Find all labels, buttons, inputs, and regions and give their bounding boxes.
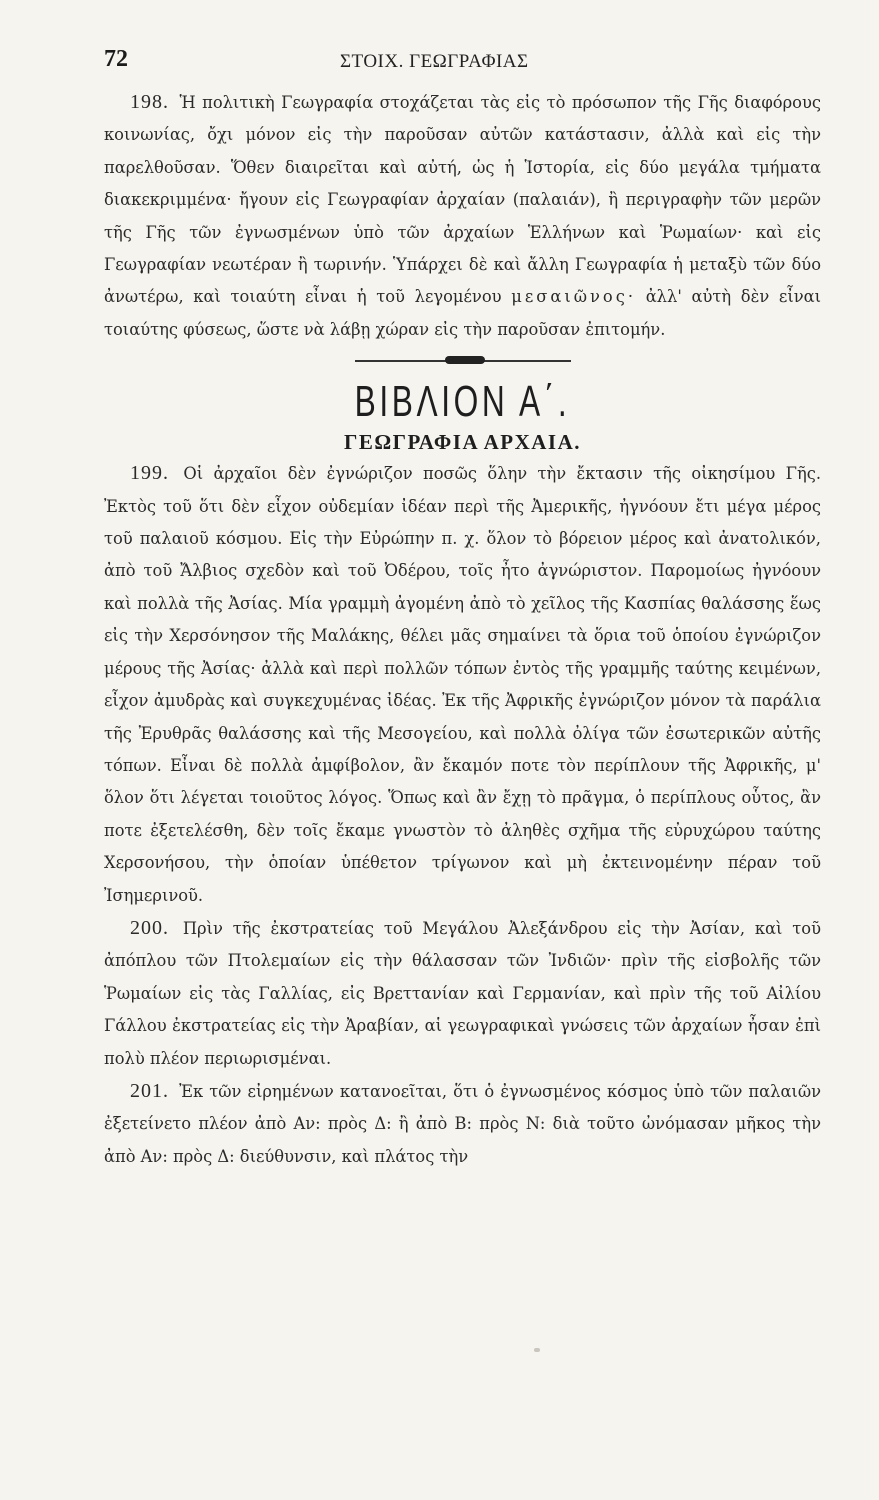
divider-ornament <box>445 356 485 364</box>
section-number: 199. <box>130 462 169 485</box>
section-number: 200. <box>130 916 169 939</box>
section-199 <box>104 457 821 912</box>
section-number: 201. <box>130 1079 169 1102</box>
section-number: 198. <box>130 91 169 113</box>
section-text-continued: ἀλλ' αὐτὴ δὲν εἶναι τοιαύτης φύσεως, ὥστε νὰ λάβῃ χώραν εἰς τὴν παροῦσαν ἐπιτομήν. <box>104 287 822 339</box>
running-title: ΣΤΟΙΧ. ΓΕΩΓΡΑΦΙΑΣ <box>340 51 529 72</box>
paper-smudge <box>534 1348 540 1352</box>
book-subtitle: ΓΕΩΓΡΑΦΙΑ ΑΡΧΑΙΑ. <box>343 430 581 455</box>
section-200 <box>104 912 821 1075</box>
section-text: Πρὶν τῆς ἐκστρατείας τοῦ Μεγάλου Ἀλεξάνδρου εἰς τὴν Ἀσίαν, καὶ τοῦ ἀπόπλου τῶν Πτολεμαίων εἰς τὴν θάλασσαν τῶν Ἰνδιῶν· πρὶν τῆς εἰσβολῆς τῶν Ῥωμαίων εἰς τὰς Γαλλίας, εἰς Βρεττανίαν καὶ Γερμανίαν, καὶ πρὶν τῆς τοῦ Αἰλίου Γάλλου ἐκστρατείας εἰς τὴν Ἀραβίαν, αἱ γεωγραφικαὶ γνώσεις τῶν ἀρχαίων ἦσαν ἐπὶ πολὺ πλέον περιωρισμέναι. <box>104 918 821 1068</box>
section-emphasis: μεσαιῶνος· <box>511 287 637 307</box>
book-title: ΒΙΒΛΙΟΝ Α΄. <box>354 377 571 427</box>
section-text: Οἱ ἀρχαῖοι δὲν ἐγνώριζον ποσῶς ὅλην τὴν ἔκτασιν τῆς οἰκησίμου Γῆς. Ἐκτὸς τοῦ ὅτι δὲν εἶχον οὐδεμίαν ἰδέαν περὶ τῆς Ἀμερικῆς, ἠγνόουν ἔτι μέγα μέρος τοῦ παλαιοῦ κόσμου. Εἰς τὴν Εὐρώπην π. χ. ὅλον τὸ βόρειον μέρος καὶ ἀνατολικόν, ἀπὸ τοῦ Ἄλβιος σχεδὸν καὶ τοῦ Ὀδέρου, τοῖς ἦτο ἀγνώριστον. Παρομοίως ἠγνόουν καὶ πολλὰ τῆς Ἀσίας. Μία γραμμὴ ἀγομένη ἀπὸ τὸ χεῖλος τῆς Κασπίας θαλάσσης ἕως εἰς τὴν Χερσόνησον τῆς Μαλάκης, θέλει μᾶς σημαίνει τὰ ὅρια τοῦ ὁποίου ἐγνώριζον μέρους τῆς Ἀσίας· ἀλλὰ καὶ περὶ πολλῶν τόπων ἐντὸς τῆς γραμμῆς ταύτης κειμένων, εἶχον ἀμυδρὰς καὶ συγκεχυμένας ἰδέας. Ἐκ τῆς Ἀφρικῆς ἐγνώριζον μόνον τὰ παράλια τῆς Ἐρυθρᾶς θαλάσσης καὶ τῆς Μεσογείου, καὶ πολλὰ ὀλίγα τῶν ἐσωτερικῶν αὐτῆς τόπων. Εἶναι δὲ πολλὰ ἀμφίβολον, ἂν ἔκαμόν ποτε τὸν περίπλουν τῆς Ἀφρικῆς, μ' ὅλον ὅτι λέγεται τοιοῦτος λόγος. Ὅπως καὶ ἂν ἔχῃ τὸ πρᾶγμα, ὁ περίπλους οὗτος, ἂν ποτε ἐξετελέσθη, δὲν τοῖς ἔκαμε γνωστὸν τὸ ἀληθὲς σχῆμα τῆς εὐρυχώρου ταύτης Χερσονήσου, τὴν ὁποίαν ὑπέθετον τρίγωνον καὶ μὴ ἐκτεινομένην πέραν τοῦ Ἰσημερινοῦ. <box>104 464 821 905</box>
section-text: Ἡ πολιτικὴ Γεωγραφία στοχάζεται τὰς εἰς τὸ πρόσωπον τῆς Γῆς διαφόρους κοινωνίας, ὄχι μόνον εἰς τὴν παροῦσαν αὐτῶν κατάστασιν, ἀλλὰ καὶ εἰς τὴν παρελθοῦσαν. Ὅθεν διαιρεῖται καὶ αὐτή, ὡς ἡ Ἱστορία, εἰς δύο μεγάλα τμήματα διακεκριμμένα· ἤγουν εἰς Γεωγραφίαν ἀρχαίαν (παλαιάν), ἢ περιγραφὴν τῶν μερῶν τῆς Γῆς τῶν ἐγνωσμένων ὑπὸ τῶν ἀρχαίων Ἑλλήνων καὶ Ῥωμαίων· καὶ εἰς Γεωγραφίαν νεωτέραν ἢ τωρινήν. Ὑπάρχει δὲ καὶ ἄλλη Γεωγραφία ἡ μεταξὺ τῶν δύο ἀνωτέρω, καὶ τοιαύτη εἶναι ἡ τοῦ λεγομένου <box>104 93 821 307</box>
section-198 <box>104 86 821 346</box>
book-page <box>104 46 821 1173</box>
section-201 <box>104 1075 821 1173</box>
section-text: Ἐκ τῶν εἰρημένων κατανοεῖται, ὅτι ὁ ἐγνωσμένος κόσμος ὑπὸ τῶν παλαιῶν ἐξετείνετο πλέον ἀπὸ Αν: πρὸς Δ: ἢ ἀπὸ Β: πρὸς Ν: διὰ τοῦτο ὠνόμασαν μῆκος τὴν ἀπὸ Αν: πρὸς Δ: διεύθυνσιν, καὶ πλάτος τὴν <box>104 1081 821 1166</box>
ornamental-divider <box>355 360 571 362</box>
running-header <box>104 46 821 76</box>
page-number: 72 <box>104 46 128 72</box>
